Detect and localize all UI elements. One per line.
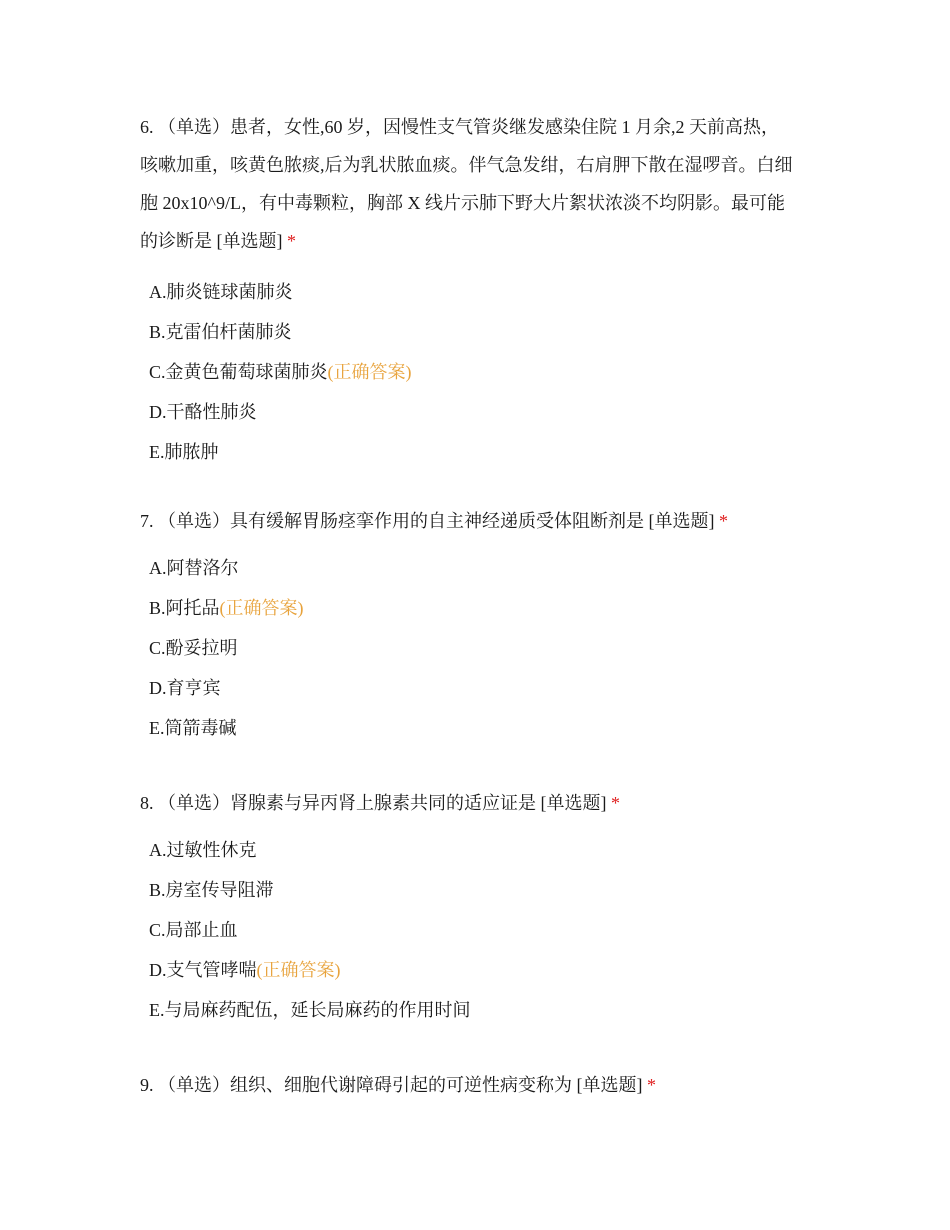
option-label: E.筒箭毒碱 [149, 718, 237, 738]
option-label: C.局部止血 [149, 920, 238, 940]
option-label: C.金黄色葡萄球菌肺炎 [149, 362, 328, 382]
required-mark: * [611, 793, 620, 813]
option-e[interactable] [140, 990, 800, 1030]
question-8 [140, 784, 800, 1030]
option-d[interactable] [140, 950, 800, 990]
correct-answer-mark: (正确答案) [327, 362, 412, 382]
correct-answer-mark: (正确答案) [219, 598, 304, 618]
question-7 [140, 502, 800, 748]
option-c[interactable] [140, 910, 800, 950]
option-label: C.酚妥拉明 [149, 638, 238, 658]
option-a[interactable] [140, 272, 800, 312]
option-label: E.与局麻药配伍，延长局麻药的作用时间 [149, 1000, 471, 1020]
option-label: A.阿替洛尔 [149, 558, 239, 578]
question-stem [140, 108, 800, 260]
option-e[interactable] [140, 432, 800, 472]
question-text: 7. （单选）具有缓解胃肠痉挛作用的自主神经递质受体阻断剂是 [单选题] [140, 511, 715, 531]
correct-answer-mark: (正确答案) [256, 960, 341, 980]
option-e[interactable] [140, 708, 800, 748]
option-list [140, 830, 800, 1030]
option-c[interactable] [140, 628, 800, 668]
required-mark: * [647, 1075, 656, 1095]
option-label: D.干酪性肺炎 [149, 402, 257, 422]
question-stem [140, 1066, 800, 1104]
option-label: D.育亨宾 [149, 678, 221, 698]
option-label: B.阿托品 [149, 598, 220, 618]
option-list [140, 548, 800, 748]
option-label: B.房室传导阻滞 [149, 880, 274, 900]
option-d[interactable] [140, 668, 800, 708]
option-c[interactable] [140, 352, 800, 392]
option-label: D.支气管哮喘 [149, 960, 257, 980]
option-list [140, 272, 800, 472]
option-b[interactable] [140, 312, 800, 352]
question-text: 9. （单选）组织、细胞代谢障碍引起的可逆性病变称为 [单选题] [140, 1075, 643, 1095]
option-label: B.克雷伯杆菌肺炎 [149, 322, 292, 342]
option-a[interactable] [140, 830, 800, 870]
option-label: E.肺脓肿 [149, 442, 219, 462]
option-label: A.肺炎链球菌肺炎 [149, 282, 293, 302]
option-d[interactable] [140, 392, 800, 432]
question-6 [140, 108, 800, 472]
question-text: 6. （单选）患者，女性,60 岁，因慢性支气管炎继发感染住院 1 月余,2 天前高热， 咳嗽加重，咳黄色脓痰,后为乳状脓血痰。伴气急发绀，右肩胛下散在湿啰音。白细胞 20x10^9/L，有中毒颗粒，胸部 X 线片示肺下野大片絮状浓淡不均阴影。最可能的诊断是 [单选题] [140, 117, 793, 251]
option-a[interactable] [140, 548, 800, 588]
question-9 [140, 1066, 800, 1104]
question-stem [140, 784, 800, 822]
question-stem [140, 502, 800, 540]
option-b[interactable] [140, 870, 800, 910]
question-text: 8. （单选）肾腺素与异丙肾上腺素共同的适应证是 [单选题] [140, 793, 607, 813]
required-mark: * [719, 511, 728, 531]
option-b[interactable] [140, 588, 800, 628]
option-label: A.过敏性休克 [149, 840, 257, 860]
required-mark: * [287, 231, 296, 251]
